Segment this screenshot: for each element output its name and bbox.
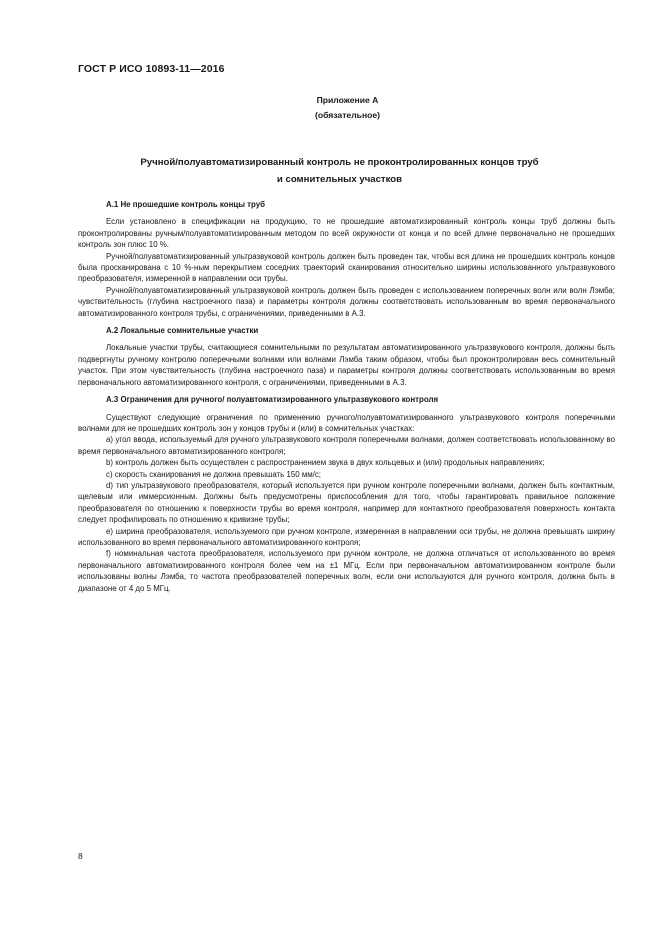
section-a2 [78,325,615,388]
annex-status: (обязательное) [314,110,381,120]
paragraph: Если установлено в спецификации на продукцию, то не прошедшие автоматизированный контроль концы труб должны быть проконтролированы ручным/полуавтоматизированным методом по всей окружности от конца и по всей длине первоначально не прошедших контроль зон плюс 10 %. [78,217,615,250]
list-item: c) скорость сканирования не должна превышать 150 мм/с; [106,469,321,479]
list-item: e) ширина преобразователя, используемого при ручном контроле, измеренная в направлении оси трубы, не должна превышать ширину использованного во время первоначального автоматизированного контроля; [78,526,615,547]
list-item: a) угол ввода, используемый для ручного ультразвукового контроля поперечными волнами, должен соответствовать использованному во время первоначального автоматизированного контроля; [78,435,615,456]
section-heading: А.2 Локальные сомнительные участки [106,326,259,336]
paragraph: Ручной/полуавтоматизированный ультразвуковой контроль должен быть проведен с использованием поперечных волн или волн Лэмба; чувствительность (глубина настроечного паза) и параметры контроля должны соответствовать использованным во время первоначального автоматизированного контроля трубы, с ограничениями, приведенными в А.3. [78,285,615,318]
section-a3 [78,394,615,594]
section-heading: А.1 Не прошедшие контроль концы труб [106,200,265,209]
paragraph: Существуют следующие ограничения по применению ручного/полуавтоматизированного ультразвукового контроля поперечными волнами для не прошедших контроль зон у концов трубы и (или) в сомнительных участках: [78,412,615,433]
main-title-line-2: и сомнительных участков [276,173,403,185]
section-a1 [78,199,615,319]
annex-main-title [0,155,661,188]
paragraph: Ручной/полуавтоматизированный ультразвуковой контроль должен быть проведен так, чтобы вся длина не прошедших контроль концов была просканирована с 10 %-ным перекрытием соседних траекторий сканирования относительно ширины использованного ультразвукового преобразователя, измеренной в направлении оси трубы. [78,251,615,284]
section-heading: А.3 Ограничения для ручного/ полуавтоматизированного ультразвукового контроля [106,395,439,405]
annex-title: Приложение А [316,95,379,105]
document-body [78,199,615,600]
page-number: 8 [78,851,83,861]
main-title-line-1: Ручной/полуавтоматизированный контроль не проконтролированных концов труб [140,157,539,168]
document-id: ГОСТ Р ИСО 10893-11—2016 [78,63,225,75]
list-item: d) тип ультразвукового преобразователя, который используется при ручном контроле поперечными волнами, должен быть контактным, щелевым или иммерсионным. Должны быть предусмотрены приспособления для того, чтобы гарантировать правильное положение преобразователя по отношению к поверхности трубы во время контроля, например для контактного преобразователя поверхность контакта следует профилировать по отношению к кривизне трубы; [78,480,615,525]
paragraph: Локальные участки трубы, считающиеся сомнительными по результатам автоматизированного ультразвукового контроля, должны быть подвергнуты ручному контролю поперечными волнами или волнами Лэмба таким образом, чтобы был проконтролирован весь сомнительный участок. При этом чувствительность (глубина настроечного паза) и параметры контроля должны соответствовать использованным во время первоначального автоматизированного контроля, с ограничениями, приведенными в А.3. [78,343,615,387]
annex-header [0,93,661,123]
list-item: f) номинальная частота преобразователя, используемого при ручном контроле, не должна отличаться от использованного во время первоначального автоматизированного контроля более чем на ±1 МГц. Если при первоначальном автоматизированном контроле были использованы волны Лэмба, то частота преобразователей поперечных волн, если они используются для ручного контроля, должна быть в диапазоне от 4 до 5 МГц. [78,549,615,593]
list-item: b) контроль должен быть осуществлен с распространением звука в двух кольцевых и (или) продольных направлениях; [106,458,545,468]
